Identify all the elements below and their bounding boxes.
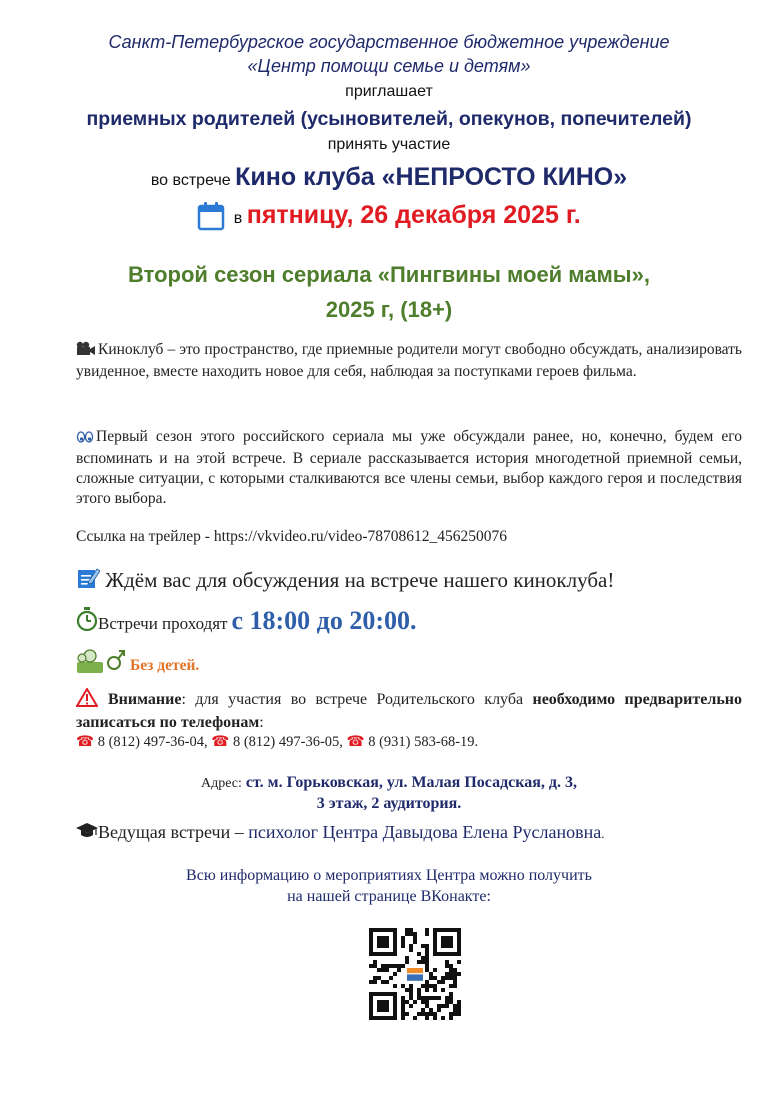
movie-camera-icon bbox=[76, 341, 96, 362]
phone-3[interactable]: 8 (931) 583-68-19. bbox=[368, 734, 479, 750]
host-dot: . bbox=[601, 826, 605, 841]
meeting-line bbox=[0, 163, 778, 192]
address-label: Адрес: bbox=[201, 776, 242, 791]
waiting-text: Ждём вас для обсуждения на встрече нашего киноклуба! bbox=[105, 568, 615, 592]
warning-icon bbox=[76, 688, 98, 713]
graduation-cap-icon bbox=[76, 822, 98, 845]
address-text-1: ст. м. Горьковская, ул. Малая Посадская, д. 3, bbox=[245, 774, 577, 791]
time-value: с 18:00 до 20:00. bbox=[231, 606, 417, 635]
event-date: пятницу, 26 декабря 2025 г. bbox=[246, 201, 581, 229]
meeting-prefix: во встрече bbox=[150, 172, 231, 189]
host-name: Давыдова Елена Руслановна bbox=[382, 822, 602, 842]
footer-line-2: на нашей странице ВКонакте: bbox=[287, 888, 491, 905]
org-line-2: «Центр помощи семье и детям» bbox=[247, 56, 531, 76]
attention-bold-1: необходимо bbox=[532, 691, 616, 708]
calendar-icon bbox=[197, 201, 225, 236]
phone-list bbox=[76, 734, 478, 751]
participate-text: принять участие bbox=[327, 136, 451, 153]
host-role: психолог Центра bbox=[248, 822, 379, 842]
address-line-2: 3 этаж, 2 аудитория. bbox=[316, 795, 462, 812]
phone-1[interactable]: 8 (812) 497-36-04, bbox=[97, 734, 208, 750]
trailer-link[interactable]: Ссылка на трейлер - https://vkvideo.ru/video-78708612_456250076 bbox=[76, 528, 508, 545]
time-prefix: Встречи проходят bbox=[98, 614, 228, 633]
no-kids-text: Без детей. bbox=[130, 657, 200, 674]
no-children-icon bbox=[76, 648, 126, 679]
org-line-1: Санкт-Петербургское государственное бюджетное учреждение bbox=[108, 32, 670, 52]
attention-notice bbox=[76, 688, 742, 733]
eyes-icon bbox=[76, 429, 94, 449]
attention-colon: : bbox=[259, 714, 264, 731]
film-title-line-1: Второй сезон сериала «Пингвины моей мамы», bbox=[128, 262, 650, 287]
address-line-1 bbox=[0, 774, 778, 792]
qr-code[interactable] bbox=[369, 928, 461, 1020]
memo-icon bbox=[76, 566, 100, 596]
host-line bbox=[76, 822, 605, 845]
no-kids-line bbox=[76, 648, 199, 679]
audience-text: приемных родителей (усыновителей, опекунов, попечителей) bbox=[86, 108, 692, 130]
date-prefix: в bbox=[233, 210, 243, 227]
host-label: Ведущая встречи – bbox=[98, 822, 244, 842]
invites-text: приглашает bbox=[345, 83, 433, 100]
attention-text: : для участия во встрече Родительского клуба bbox=[181, 691, 524, 708]
phone-2[interactable]: 8 (812) 497-36-05, bbox=[232, 734, 343, 750]
waiting-line bbox=[76, 566, 614, 596]
attention-bold-2: предварительно записаться по телефонам bbox=[76, 691, 743, 731]
qr-code-graphic bbox=[369, 928, 461, 1020]
paragraph-1-text: Киноклуб – это пространство, где приемные родители могут свободно обсуждать, анализировать увиденное, вместе находить новое для себя, наблюдая за поступками героев фильма. bbox=[76, 341, 742, 380]
stopwatch-icon bbox=[76, 607, 98, 636]
phone-icon: ☎ bbox=[346, 734, 365, 750]
film-title-line-2: 2025 г, (18+) bbox=[325, 297, 453, 322]
phone-icon: ☎ bbox=[211, 734, 230, 750]
paragraph-first-season bbox=[76, 427, 742, 509]
date-line bbox=[0, 201, 778, 236]
footer-line-1: Всю информацию о мероприятиях Центра можно получить bbox=[186, 867, 592, 884]
attention-label: Внимание bbox=[108, 691, 182, 708]
phone-icon: ☎ bbox=[76, 734, 95, 750]
time-line bbox=[76, 606, 417, 636]
paragraph-cinema-club bbox=[76, 340, 742, 382]
club-name: Кино клуба «НЕПРОСТО КИНО» bbox=[235, 163, 628, 191]
paragraph-2-text: Первый сезон этого российского сериала мы уже обсуждали ранее, но, конечно, будем его вспоминать и на этой встрече. В сериале рассказывается история многодетной приемной семьи, сложные ситуации, с которыми сталкиваются все члены семьи, выбор каждого героя и последствия этого выбора. bbox=[76, 428, 742, 507]
